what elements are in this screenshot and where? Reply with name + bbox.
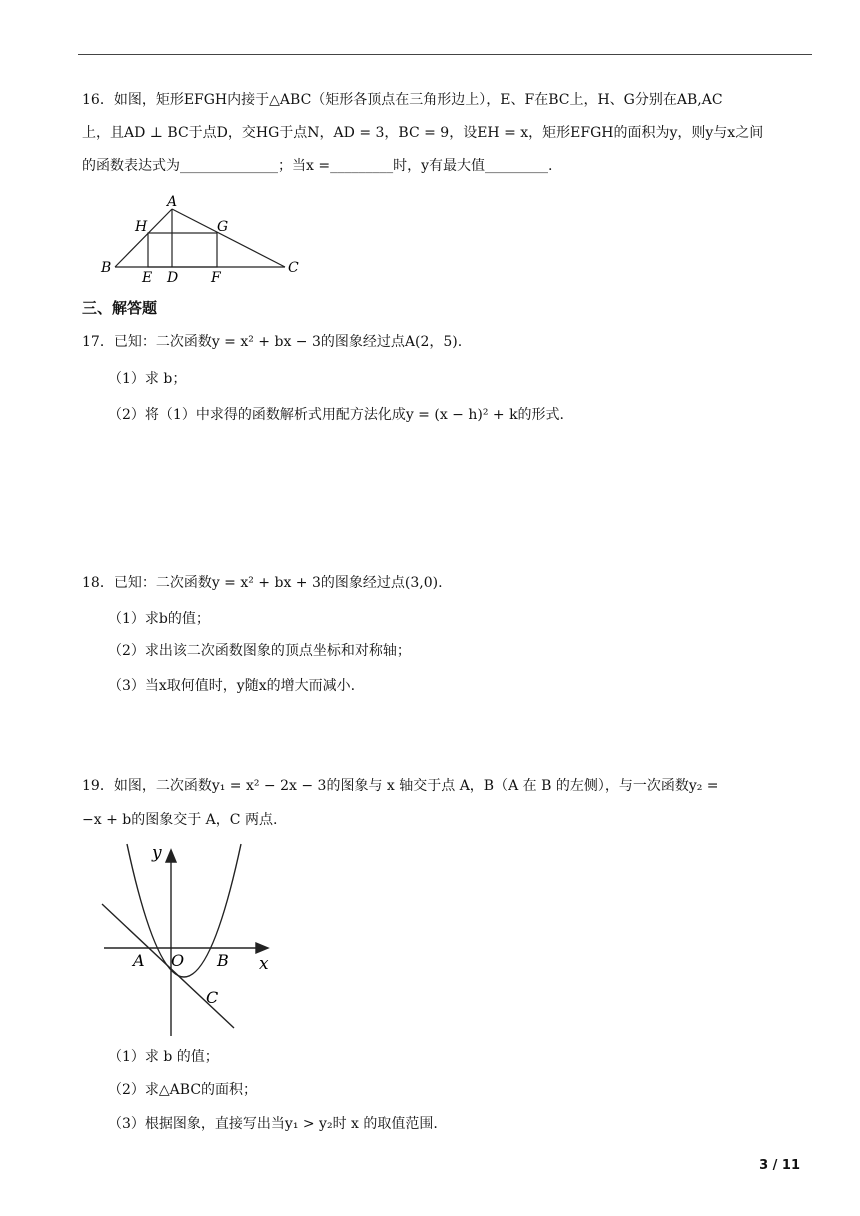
label-E: E bbox=[142, 270, 153, 285]
point-label-A: A bbox=[133, 951, 145, 970]
q18-part-2: （2）求出该二次函数图象的顶点坐标和对称轴； bbox=[108, 643, 411, 659]
q19-part-1: （1）求 b 的值； bbox=[108, 1049, 219, 1065]
label-D: D bbox=[167, 270, 179, 285]
page-number: 3 / 11 bbox=[759, 1158, 800, 1173]
origin-label-O: O bbox=[171, 951, 185, 970]
q19-line-2: −x + b的图象交于 A，C 两点. bbox=[82, 812, 278, 828]
q18-stem: 18．已知：二次函数y = x² + bx + 3的图象经过点(3,0). bbox=[82, 575, 443, 591]
q19-line-1: 19．如图，二次函数y₁ = x² − 2x − 3的图象与 x 轴交于点 A，B（A 在 B 的左侧），与一次函数y₂ = bbox=[82, 778, 719, 794]
point-label-C: C bbox=[206, 988, 219, 1007]
section-heading: 三、解答题 bbox=[82, 299, 158, 317]
q17-part-1: （1）求 b； bbox=[108, 371, 187, 387]
label-C: C bbox=[288, 260, 299, 276]
axis-label-y: y bbox=[152, 843, 162, 863]
q16-line-3: 的函数表达式为______________；当x =_________时，y有最大值_________. bbox=[82, 158, 553, 174]
point-label-B: B bbox=[217, 951, 229, 970]
q16-triangle-figure bbox=[95, 190, 310, 285]
axis-label-x: x bbox=[259, 954, 269, 974]
q18-part-1: （1）求b的值； bbox=[108, 611, 210, 627]
label-B: B bbox=[101, 260, 112, 276]
q17-part-2: （2）将（1）中求得的函数解析式用配方法化成y = (x − h)² + k的形式. bbox=[108, 407, 564, 423]
header-rule bbox=[78, 54, 812, 55]
q16-line-2: 上，且AD ⊥ BC于点D，交HG于点N，AD = 3，BC = 9，设EH = x，矩形EFGH的面积为y，则y与x之间 bbox=[82, 125, 764, 141]
label-G: G bbox=[217, 219, 229, 235]
q19-graph-figure bbox=[96, 840, 286, 1040]
q19-part-2: （2）求△ABC的面积； bbox=[108, 1082, 258, 1098]
q18-part-3: （3）当x取何值时，y随x的增大而减小. bbox=[108, 678, 356, 694]
label-F: F bbox=[211, 270, 221, 285]
label-H: H bbox=[135, 219, 148, 235]
q19-part-3: （3）根据图象，直接写出当y₁ > y₂时 x 的取值范围. bbox=[108, 1116, 438, 1132]
label-A: A bbox=[167, 194, 178, 210]
q17-stem: 17．已知：二次函数y = x² + bx − 3的图象经过点A(2，5). bbox=[82, 334, 463, 350]
q16-line-1: 16．如图，矩形EFGH内接于△ABC（矩形各顶点在三角形边上），E、F在BC上，H、G分别在AB,AC bbox=[82, 92, 723, 108]
